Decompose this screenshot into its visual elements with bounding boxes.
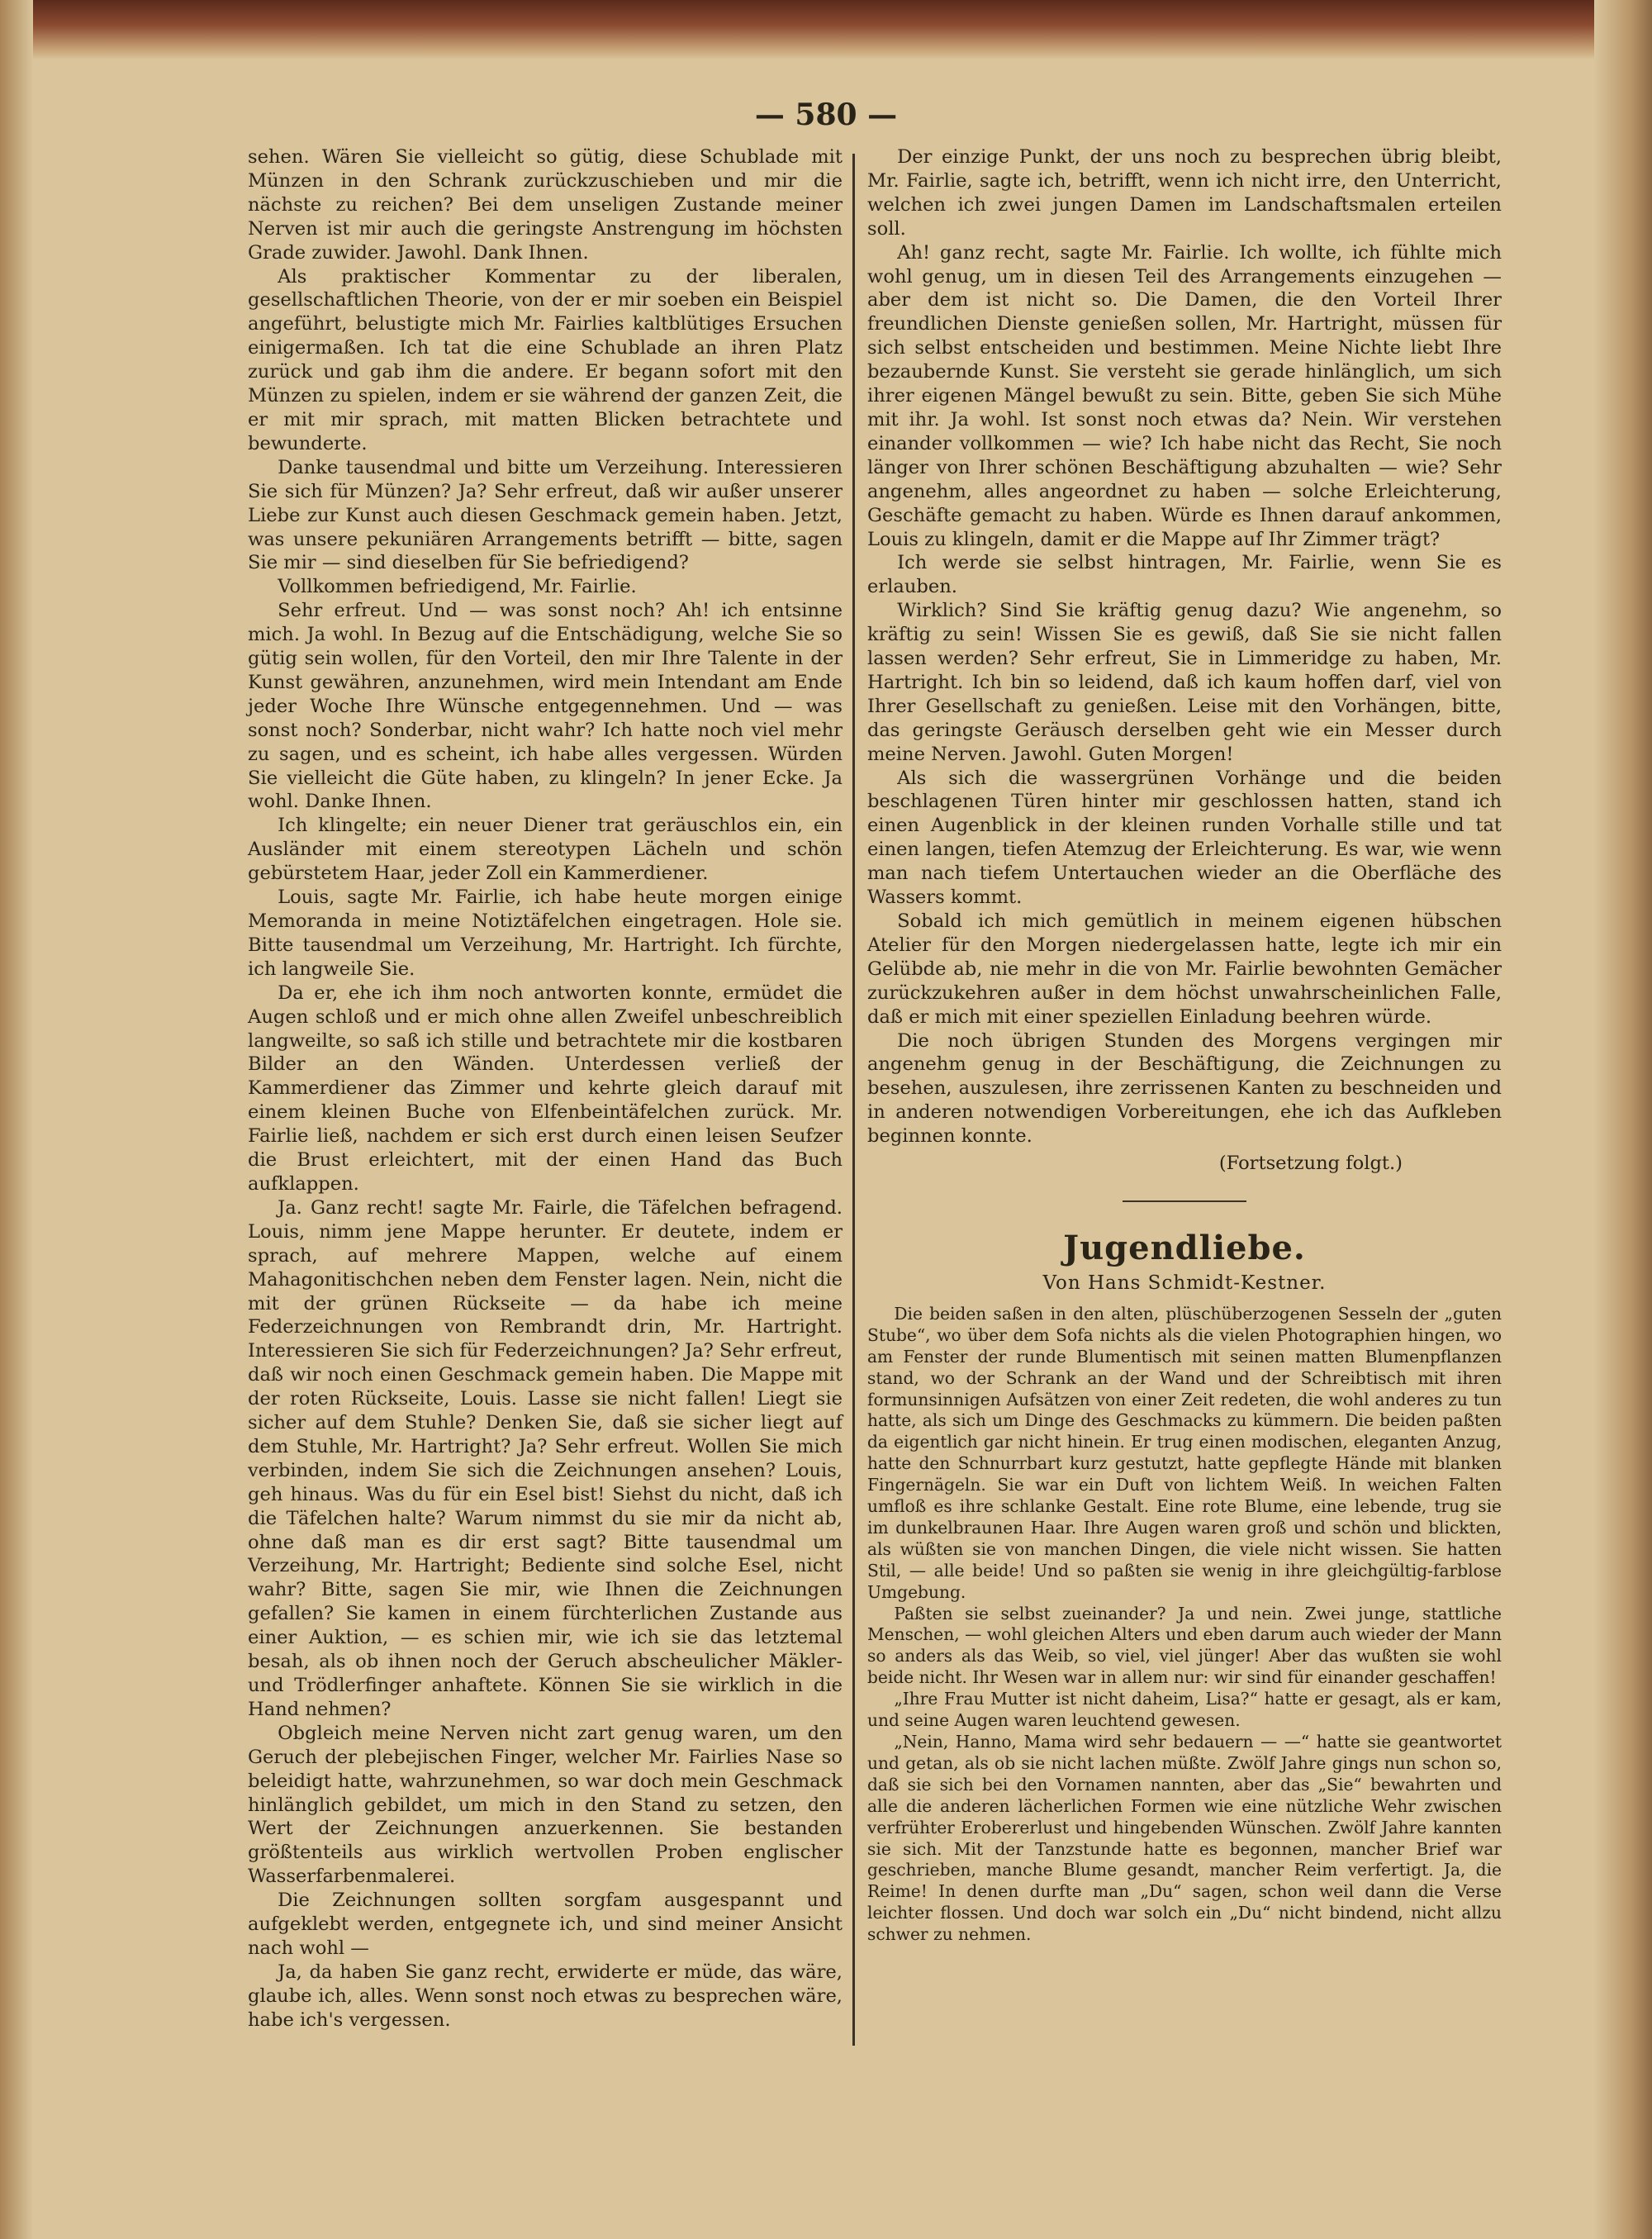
paragraph: Ich werde sie selbst hintragen, Mr. Fairlie, wenn Sie es erlauben.	[867, 552, 1502, 598]
paragraph: Die noch übrigen Stunden des Morgens vergingen mir angenehm genug in der Beschäftigung, die Zeichnungen zu besehen, auszulesen, ihre zerrissenen Kanten zu beschneiden und in anderen notwendigen Vorbereitungen, ehe ich das Aufkleben beginnen konnte.	[867, 1029, 1502, 1148]
paragraph: Die Zeichnungen sollten sorgfam ausgespannt und aufgeklebt werden, entgegnete ich, und sind meiner Ansicht nach wohl —	[248, 1890, 843, 1959]
left-column	[248, 145, 843, 2032]
paragraph: sehen. Wären Sie vielleicht so gütig, diese Schublade mit Münzen in den Schrank zurückzuschieben und mir die nächste zu reichen? Bei dem unseligen Zustande meiner Nerven ist mir auch die geringste Anstrengung im höchsten Grade zuwider. Jawohl. Dank Ihnen.	[248, 146, 843, 264]
paragraph: Als sich die wassergrünen Vorhänge und die beiden beschlagenen Türen hinter mir geschlossen hatten, stand ich einen Augenblick in der kleinen runden Vorhalle stille und tat einen langen, tiefen Atemzug der Erleichterung. Es war, wie wenn man nach tiefem Untertauchen wieder an die Oberfläche des Wassers kommt.	[867, 767, 1502, 909]
paragraph: Sobald ich mich gemütlich in meinem eigenen hübschen Atelier für den Morgen niedergelassen hatte, legte ich mir ein Gelübde ab, nie mehr in die von Mr. Fairlie bewohnten Gemächer zurückzukehren außer in dem höchst unwahrscheinlichen Falle, daß er mich mit einer speziellen Einladung beehren würde.	[867, 910, 1502, 1028]
paragraph: Wirklich? Sind Sie kräftig genug dazu? Wie angenehm, so kräftig zu sein! Wissen Sie es gewiß, daß Sie sie nicht fallen lassen werden? Sehr erfreut, Sie in Limmeridge zu haben, Mr. Hartright. Ich bin so leidend, daß ich kaum hoffen darf, viel von Ihrer Gesellschaft zu genießen. Leise mit den Vorhängen, bitte, das geringste Geräusch derselben geht wie ein Messer durch meine Nerven. Jawohl. Guten Morgen!	[867, 600, 1502, 765]
column-divider	[852, 154, 855, 2046]
page-right-edge	[1594, 0, 1652, 2239]
page-top-edge	[0, 0, 1652, 59]
continuation-note: (Fortsetzung folgt.)	[1218, 1153, 1403, 1175]
paragraph: Die beiden saßen in den alten, plüschüberzogenen Sesseln der „guten Stube“, wo über dem Sofa nichts als die vielen Photographien hingen, wo am Fenster der runde Blumentisch mit seinen matten Blumenpflanzen stand, wo der Schrank an der Wand und der Schreibtisch mit ihren formunsinnigen Aufsätzen von einer Zeit redeten, die wohl anderes zu tun hatte, als sich um Dinge des Geschmacks zu kümmern. Die beiden paßten da eigentlich gar nicht hinein. Er trug einen modischen, eleganten Anzug, hatte den Schnurrbart kurz gestutzt, hatte gepflegte Hände mit blanken Fingernägeln. Sie war ein Duft von lichtem Weiß. In weichen Falten umfloß es ihre schlanke Gestalt. Eine rote Blume, eine lebende, trug sie im dunkelbraunen Haar. Ihre Augen waren groß und schön und blickten, als wüßten sie von manchen Dingen, die viele nicht wissen. Sie hatten Stil, — alle beide! Und so paßten sie wenig in ihre gleichgültig-farblose Umgebung.	[867, 1303, 1502, 1602]
paragraph: Obgleich meine Nerven nicht zart genug waren, um den Geruch der plebejischen Finger, welcher Mr. Fairlies Nase so beleidigt hatte, wahrzunehmen, so war doch mein Geschmack hinlänglich gebildet, um mich in den Stand zu setzen, den Wert der Zeichnungen anzuerkennen. Sie bestanden größtenteils aus wirklich wertvollen Proben englischer Wasserfarbenmalerei.	[248, 1722, 843, 1888]
paragraph: „Ihre Frau Mutter ist nicht daheim, Lisa?“ hatte er gesagt, als er kam, und seine Augen waren leuchtend gewesen.	[867, 1689, 1502, 1731]
story-author: Von Hans Schmidt-Kestner.	[1042, 1272, 1327, 1294]
paragraph: Ich klingelte; ein neuer Diener trat geräuschlos ein, ein Ausländer mit einem stereotypen Lächeln und schön gebürstetem Haar, jeder Zoll ein Kammerdiener.	[248, 815, 843, 885]
right-column	[867, 145, 1502, 1946]
section-divider	[1123, 1200, 1246, 1202]
paragraph: Ja. Ganz recht! sagte Mr. Fairle, die Täfelchen befragend. Louis, nimm jene Mappe herunter. Er deutete, indem er sprach, auf mehrere Mappen, welche auf einem Mahagonitischchen neben dem Fenster lagen. Nein, nicht die mit der grünen Rückseite — da habe ich meine Federzeichnungen von Rembrandt drin, Mr. Hartright. Interessieren Sie sich für Federzeichnungen? Ja? Sehr erfreut, daß wir noch einen Geschmack gemein haben. Die Mappe mit der roten Rückseite, Louis. Lasse sie nicht fallen! Liegt sie sicher auf dem Stuhle? Denken Sie, daß sie sicher liegt auf dem Stuhle, Mr. Hartright? Ja? Sehr erfreut. Wollen Sie mich verbinden, indem Sie sich die Zeichnungen ansehen? Louis, geh hinaus. Was du für ein Esel bist! Siehst du nicht, daß ich die Täfelchen halte? Warum nimmst du sie mir da nicht ab, ohne daß man es dir erst sagt? Bitte tausendmal um Verzeihung, Mr. Hartright; Bediente sind solche Esel, nicht wahr? Bitte, sagen Sie mir, wie Ihnen die Zeichnungen gefallen? Sie kamen in einem fürchterlichen Zustande aus einer Auktion, — es schien mir, wie ich sie das letztemal besah, als ob ihnen noch der Geruch abscheulicher Mäkler- und Trödlerfinger anhaftete. Können Sie sie wirklich in die Hand nehmen?	[248, 1196, 843, 1720]
paragraph: Ja, da haben Sie ganz recht, erwiderte er müde, das wäre, glaube ich, alles. Wenn sonst noch etwas zu besprechen wäre, habe ich's vergessen.	[248, 1961, 843, 2031]
page-number: — 580 —	[754, 97, 898, 132]
story-title: Jugendliebe.	[1063, 1228, 1306, 1267]
paragraph: Als praktischer Kommentar zu der liberalen, gesellschaftlichen Theorie, von der er mir soeben ein Beispiel angeführt, belustigte mich Mr. Fairlies kaltblütiges Ersuchen einigermaßen. Ich tat die eine Schublade an ihren Platz zurück und gab ihm die andere. Er begann sofort mit den Münzen zu spielen, indem er sie während der ganzen Zeit, die er mit mir sprach, mit matten Blicken betrachtete und bewunderte.	[248, 265, 843, 454]
paragraph: „Nein, Hanno, Mama wird sehr bedauern — —“ hatte sie geantwortet und getan, als ob sie nicht lachen müßte. Zwölf Jahre gings nun schon so, daß sie sich bei den Vornamen nannten, aber das „Sie“ bewahrten und alle die anderen lächerlichen Formen wie eine nützliche Wehr zwischen verfrühter Erobererlust und hingebenden Wünschen. Zwölf Jahre kannten sie sich. Mit der Tanzstunde hatte es begonnen, mancher Brief war geschrieben, manche Blume gesandt, mancher Reim verfertigt. Ja, die Reime! In denen durfte man „Du“ sagen, schon weil dann die Verse leichter flossen. Und doch war solch ein „Du“ nicht bindend, nicht allzu schwer zu nehmen.	[867, 1732, 1502, 1945]
story-body	[867, 1304, 1502, 1946]
paragraph: Danke tausendmal und bitte um Verzeihung. Interessieren Sie sich für Münzen? Ja? Sehr erfreut, daß wir außer unserer Liebe zur Kunst auch diesen Geschmack gemein haben. Jetzt, was unsere pekuniären Arrangements betrifft — bitte, sagen Sie mir — sind dieselben für Sie befriedigend?	[248, 456, 843, 574]
paragraph: Paßten sie selbst zueinander? Ja und nein. Zwei junge, stattliche Menschen, — wohl gleichen Alters und eben darum auch wieder der Mann so anders als das Weib, so viel, viel jünger! Aber das wußten sie wohl beide nicht. Ihr Wesen war in allem nur: wir sind für einander geschaffen!	[867, 1603, 1502, 1688]
paragraph: Sehr erfreut. Und — was sonst noch? Ah! ich entsinne mich. Ja wohl. In Bezug auf die Entschädigung, welche Sie so gütig sein wollen, für den Vorteil, den mir Ihre Talente in der Kunst gewähren, anzunehmen, wird mein Intendant am Ende jeder Woche Ihre Wünsche entgegennehmen. Und — was sonst noch? Sonderbar, nicht wahr? Ich hatte noch viel mehr zu sagen, und es scheint, ich habe alles vergessen. Würden Sie vielleicht die Güte haben, zu klingeln? In jener Ecke. Ja wohl. Danke Ihnen.	[248, 600, 843, 813]
paragraph: Der einzige Punkt, der uns noch zu besprechen übrig bleibt, Mr. Fairlie, sagte ich, betrifft, wenn ich nicht irre, den Unterricht, welchen ich zwei jungen Damen im Landschaftsmalen erteilen soll.	[867, 146, 1502, 240]
page-left-edge	[0, 0, 33, 2239]
paragraph: Ah! ganz recht, sagte Mr. Fairlie. Ich wollte, ich fühlte mich wohl genug, um in diesen Teil des Arrangements einzugehen — aber dem ist nicht so. Die Damen, die den Vorteil Ihrer freundlichen Dienste genießen sollen, Mr. Hartright, müssen für sich selbst entscheiden und bestimmen. Meine Nichte liebt Ihre bezaubernde Kunst. Sie versteht sie gerade hinlänglich, um sich ihrer eigenen Mängel bewußt zu sein. Bitte, geben Sie sich Mühe mit ihr. Ja wohl. Ist sonst noch etwas da? Nein. Wir verstehen einander vollkommen — wie? Ich habe nicht das Recht, Sie noch länger von Ihrer schönen Beschäftigung abzuhalten — wie? Sehr angenehm, alles angeordnet zu haben — solche Erleichterung, Geschäfte gemacht zu haben. Würde es Ihnen darauf ankommen, Louis zu klingeln, damit er die Mappe auf Ihr Zimmer trägt?	[867, 241, 1502, 550]
paragraph: Vollkommen befriedigend, Mr. Fairlie.	[278, 576, 637, 598]
paragraph: Da er, ehe ich ihm noch antworten konnte, ermüdet die Augen schloß und er mich ohne allen Zweifel unbeschreiblich langweilte, so saß ich stille und betrachtete mir die kostbaren Bilder an den Wänden. Unterdessen verließ der Kammerdiener das Zimmer und kehrte gleich darauf mit einem kleinen Buche von Elfenbeintäfelchen zurück. Mr. Fairlie ließ, nachdem er sich erst durch einen leisen Seufzer die Brust erleichtert, mit der einen Hand das Buch aufklappen.	[248, 982, 843, 1195]
paragraph: Louis, sagte Mr. Fairlie, ich habe heute morgen einige Memoranda in meine Notiztäfelchen eingetragen. Hole sie. Bitte tausendmal um Verzeihung, Mr. Hartright. Ich fürchte, ich langweile Sie.	[248, 887, 843, 980]
